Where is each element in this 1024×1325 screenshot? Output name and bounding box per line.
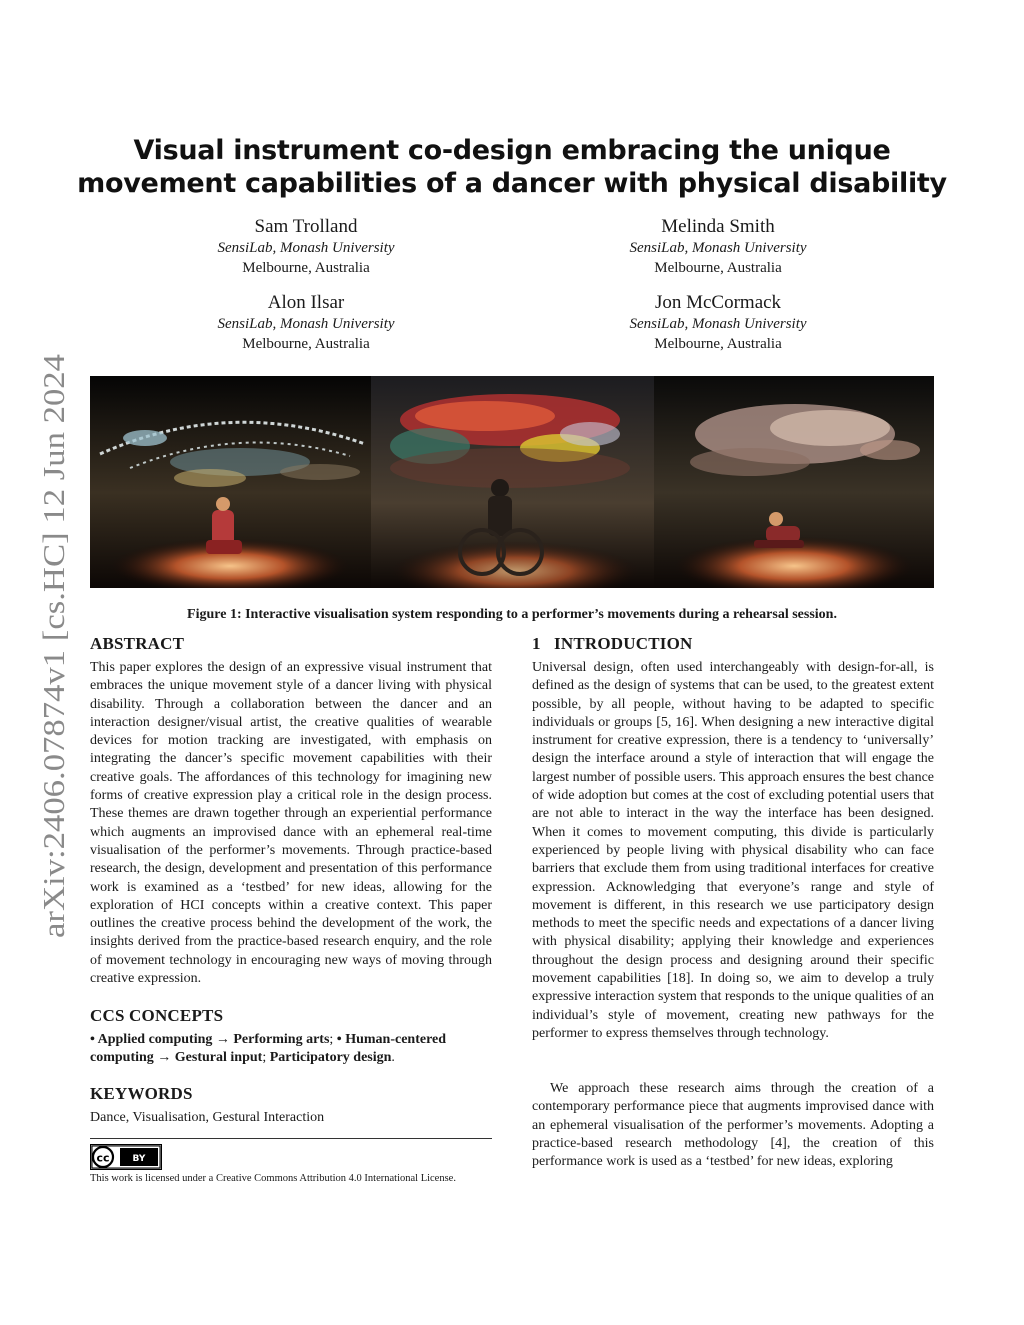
ccs-heading: CCS CONCEPTS <box>90 1006 224 1025</box>
paper-title: Visual instrument co-design embracing the unique movement capabilities of a dancer with physical disability <box>77 135 947 199</box>
author-block <box>146 216 466 278</box>
author-location: Melbourne, Australia <box>654 260 782 276</box>
author-block <box>558 292 878 354</box>
abstract-heading: ABSTRACT <box>90 634 185 653</box>
author-block <box>146 292 466 354</box>
author-name: Sam Trolland <box>254 216 358 237</box>
author-affiliation: SensiLab, Monash University <box>629 316 807 332</box>
keywords-text: Dance, Visualisation, Gestural Interaction <box>90 1110 325 1125</box>
license-divider <box>90 1138 492 1139</box>
cc-icon: cc <box>96 1151 110 1165</box>
introduction-heading-text: 1 INTRODUCTION <box>532 634 693 653</box>
ccs-term: • Applied computing → Performing arts <box>90 1032 330 1047</box>
introduction-heading <box>532 634 934 654</box>
keywords-heading: KEYWORDS <box>90 1084 193 1103</box>
photo-dancer-floor <box>654 376 934 588</box>
introduction-paragraph-1: Universal design, often used interchangeably with design-for-all, is defined as the design of systems that can be used, to the greatest extent possible, by all people, without having to be adapted to specific individuals or groups [5, 16]. When designing a new interactive digital instrument for creative expression, there is a tendency to ‘universally’ design the interface around a style of interaction that will engage the largest number of possible users. This approach ensures the best chance of wide adoption but comes at the cost of excluding potential users that are not able to interact in the way the interface has been designed. When it comes to movement computing, this divide is particularly experienced by people living with physical disability who can face barriers that exclude them from using traditional interfaces for creative expression. Acknowledging that everyone’s range and style of movement is different, in this research we use participatory design methods to meet the specific needs and expectations of a dancer living with physical disability; applying their knowledge and experiences throughout the design process and designing around their specific movement capabilities [18]. In doing so, we aim to develop a truly expressive interaction system that responds to the unique qualities of an individual’s style of movement, creating new pathways for the performer to express themselves through technology. <box>532 660 935 1041</box>
ccs-separator: ; <box>329 1032 337 1047</box>
teaser-figure <box>90 376 934 588</box>
figure-caption: Figure 1: Interactive visualisation system responding to a performer’s movements during a rehearsal session. <box>187 607 837 622</box>
ccs-term: • Human-centered computing → Gestural input <box>90 1032 447 1066</box>
author-block <box>558 216 878 278</box>
author-name: Melinda Smith <box>661 216 775 237</box>
introduction-paragraph-2: We approach these research aims through the creation of a contemporary performance piece that augments improvised dance with an ephemeral visualisation of the performer’s movements. Adopting a practice-based research methodology [4], the creation of this performance work is used as a ‘testbed’ for new ideas, exploring <box>532 1081 934 1170</box>
cc-by-badge <box>90 1144 162 1170</box>
by-icon: BY <box>132 1154 146 1164</box>
author-name: Alon Ilsar <box>267 292 345 313</box>
arxiv-identifier-text: arXiv:2406.07874v1 [cs.HC] 12 Jun 2024 <box>37 424 71 938</box>
ccs-separator: ; <box>262 1050 270 1066</box>
author-location: Melbourne, Australia <box>654 336 782 352</box>
author-affiliation: SensiLab, Monash University <box>217 316 395 332</box>
author-location: Melbourne, Australia <box>242 260 370 276</box>
ccs-end: . <box>391 1050 395 1066</box>
author-name: Jon McCormack <box>654 292 782 313</box>
photo-dancer-kneeling <box>90 376 371 588</box>
photo-dancer-wheelchair <box>371 376 654 588</box>
author-affiliation: SensiLab, Monash University <box>629 240 807 256</box>
arxiv-identifier <box>12 352 76 940</box>
abstract-text: This paper explores the design of an expressive visual instrument that embraces the unique movement style of a dancer living with physical disability. Through a collaboration between the dancer and an interaction designer/visual artist, the creative qualities of wearable devices for motion tracking are investigated, with emphasis on integrating the dancer’s specific movement capabilities with their creative goals. The affordances of this technology for imagining new forms of creative expression play a critical role in the design process. These themes are drawn together through an experiential performance which augments an improvised dance with an ephemeral real-time visualisation of the performer’s movements. Through practice-based research, the design, development and presentation of this performance work is examined as a ‘testbed’ for new ideas, allowing for the exploration of HCI concepts within a creative context. This paper outlines the creative process behind the development of the work, the insights derived from the practice-based research enquiry, and the role of movement technology in encouraging new ways of moving through creative expression. <box>90 660 492 987</box>
author-location: Melbourne, Australia <box>242 336 370 352</box>
ccs-term: Participatory design <box>269 1050 392 1066</box>
ccs-text <box>90 1031 492 1068</box>
author-affiliation: SensiLab, Monash University <box>217 240 395 256</box>
license-text: This work is licensed under a Creative Commons Attribution 4.0 International License. <box>90 1173 456 1184</box>
